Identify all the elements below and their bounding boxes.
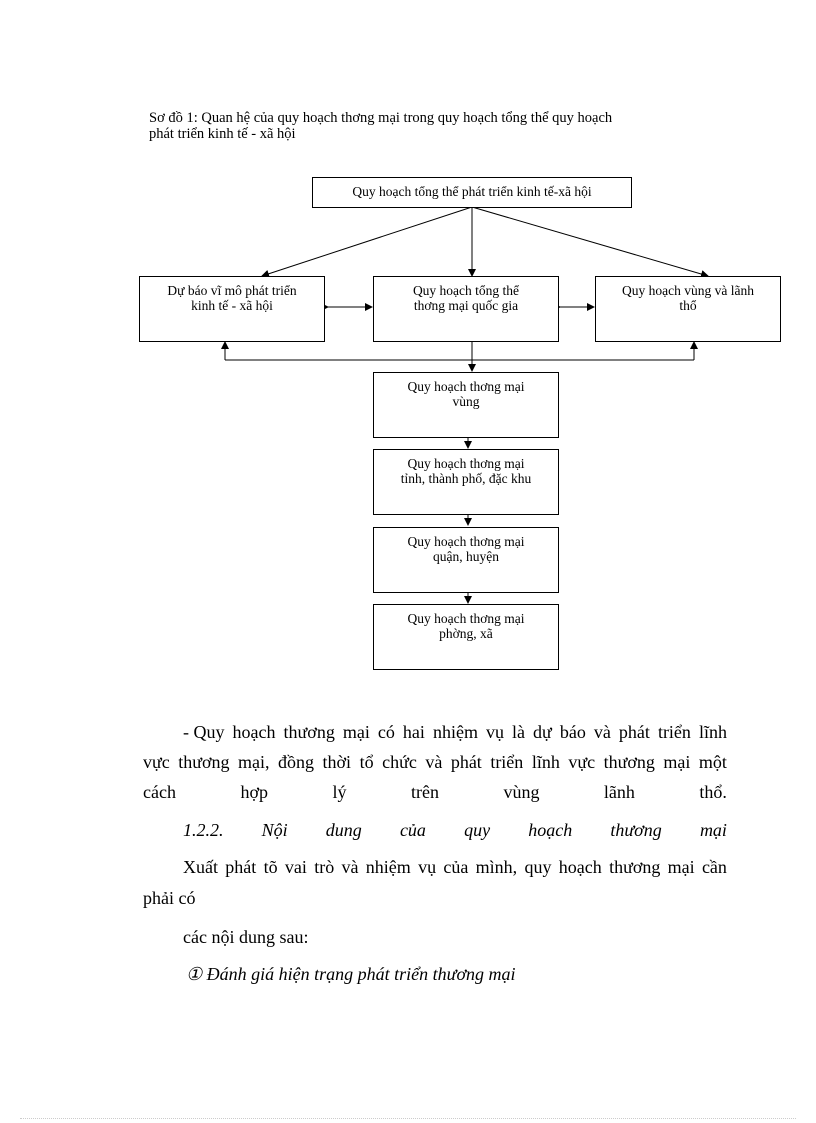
- word: hai: [402, 722, 425, 742]
- para1-line2: [143, 752, 727, 772]
- word: thương: [610, 820, 662, 840]
- box-provincial-trade-plan-line2: tỉnh, thành phố, đặc khu: [400, 471, 532, 486]
- word: báo: [559, 722, 586, 742]
- word: thời: [322, 752, 352, 772]
- word: mình,: [475, 857, 518, 877]
- box-regional-territorial-plan-line2: thổ: [679, 298, 697, 313]
- box-regional-trade-plan-line2: vùng: [452, 394, 480, 409]
- word: mại,: [238, 752, 270, 772]
- word: quy: [524, 857, 552, 877]
- word: hoạch: [558, 857, 602, 877]
- word: lĩnh: [698, 722, 727, 742]
- word: phát: [450, 752, 482, 772]
- word: mại: [667, 857, 695, 877]
- word: dung: [325, 820, 362, 840]
- word: - Quy: [183, 722, 225, 742]
- word: vực: [568, 752, 596, 772]
- word: hoạch: [232, 722, 276, 742]
- box-national-master-plan: [312, 177, 632, 208]
- word: tõ: [263, 857, 278, 877]
- word: tổ: [359, 752, 374, 772]
- word: quy: [464, 820, 491, 840]
- box-macro-forecast: [139, 276, 325, 342]
- box-provincial-trade-plan-line1: Quy hoạch thơng mại: [407, 456, 525, 471]
- box-ward-trade-plan-line2: phờng, xã: [439, 626, 493, 641]
- box-regional-trade-plan: [373, 372, 559, 438]
- box-national-trade-plan-line2: thơng mại quốc gia: [413, 298, 519, 313]
- page-bottom-divider: [20, 1118, 796, 1119]
- word: và: [425, 752, 443, 772]
- box-district-trade-plan-line1: Quy hoạch thơng mại: [407, 534, 525, 549]
- box-macro-forecast-line1: Dự báo vĩ mô phát triển: [167, 283, 297, 298]
- word: vụ: [418, 857, 437, 877]
- word: lý: [332, 782, 347, 802]
- word: vùng: [503, 782, 540, 802]
- arrow-top-to-right: [472, 207, 708, 276]
- box-district-trade-plan: [373, 527, 559, 593]
- word: Xuất: [183, 857, 218, 877]
- para3: các nội dung sau:: [183, 927, 309, 947]
- box-provincial-trade-plan: [373, 449, 559, 515]
- word: triển: [657, 722, 691, 742]
- word: 1.2.2.: [183, 820, 224, 840]
- caption-line-1: Sơ đồ 1: Quan hệ của quy hoạch thơng mại trong quy hoạch tổng thể quy hoạch: [149, 110, 613, 126]
- word: của: [399, 820, 426, 840]
- word: vai: [284, 857, 307, 877]
- word: phát: [618, 722, 650, 742]
- word: hợp: [240, 782, 268, 802]
- box-regional-territorial-plan-line1: Quy hoạch vùng và lãnh: [622, 283, 754, 298]
- para1-line3: [143, 782, 727, 802]
- word: phát: [225, 857, 257, 877]
- word: chức: [382, 752, 417, 772]
- word: có: [377, 722, 395, 742]
- word: lãnh: [603, 782, 635, 802]
- word: một: [698, 752, 727, 772]
- word: nhiệm: [432, 722, 478, 742]
- word: lĩnh: [531, 752, 560, 772]
- word: và: [593, 722, 611, 742]
- para2-line1: [183, 857, 727, 877]
- word: thương: [609, 857, 661, 877]
- word: dự: [533, 722, 552, 742]
- word: mại: [699, 820, 727, 840]
- word: trò: [314, 857, 335, 877]
- word: trên: [410, 782, 439, 802]
- box-ward-trade-plan-line1: Quy hoạch thơng mại: [407, 611, 525, 626]
- word: là: [512, 722, 526, 742]
- arrow-top-to-left: [262, 207, 472, 276]
- word: của: [443, 857, 469, 877]
- word: Nội: [261, 820, 288, 840]
- box-district-trade-plan-line2: quận, huyện: [433, 549, 499, 564]
- word: và: [341, 857, 359, 877]
- word: thương: [603, 752, 655, 772]
- word: thổ.: [699, 782, 727, 802]
- word: mại: [663, 752, 691, 772]
- caption-line-2: phát triển kinh tế - xã hội: [149, 126, 296, 142]
- word: đồng: [278, 752, 315, 772]
- list-item-1: ① Đánh giá hiện trạng phát triển thương mại: [186, 964, 516, 984]
- word: vụ: [485, 722, 504, 742]
- box-regional-trade-plan-line1: Quy hoạch thơng mại: [407, 379, 525, 394]
- word: cách: [143, 782, 176, 802]
- word: hoạch: [528, 820, 573, 840]
- box-ward-trade-plan: [373, 604, 559, 670]
- section-heading: [183, 820, 727, 840]
- box-macro-forecast-line2: kinh tế - xã hội: [191, 298, 273, 313]
- word: triển: [490, 752, 524, 772]
- box-national-trade-plan-line1: Quy hoạch tổng thể: [412, 283, 520, 298]
- box-national-trade-plan: [373, 276, 559, 342]
- word: nhiệm: [365, 857, 411, 877]
- para1-line1: [183, 722, 727, 742]
- para2-line2: phải có: [143, 888, 196, 908]
- word: thương: [283, 722, 335, 742]
- box-national-master-plan-label: Quy hoạch tổng thể phát triển kinh tế-xã hội: [352, 184, 592, 199]
- word: mại: [342, 722, 370, 742]
- word: cần: [701, 857, 727, 877]
- box-regional-territorial-plan: [595, 276, 781, 342]
- word: vực: [143, 752, 170, 772]
- word: thương: [178, 752, 230, 772]
